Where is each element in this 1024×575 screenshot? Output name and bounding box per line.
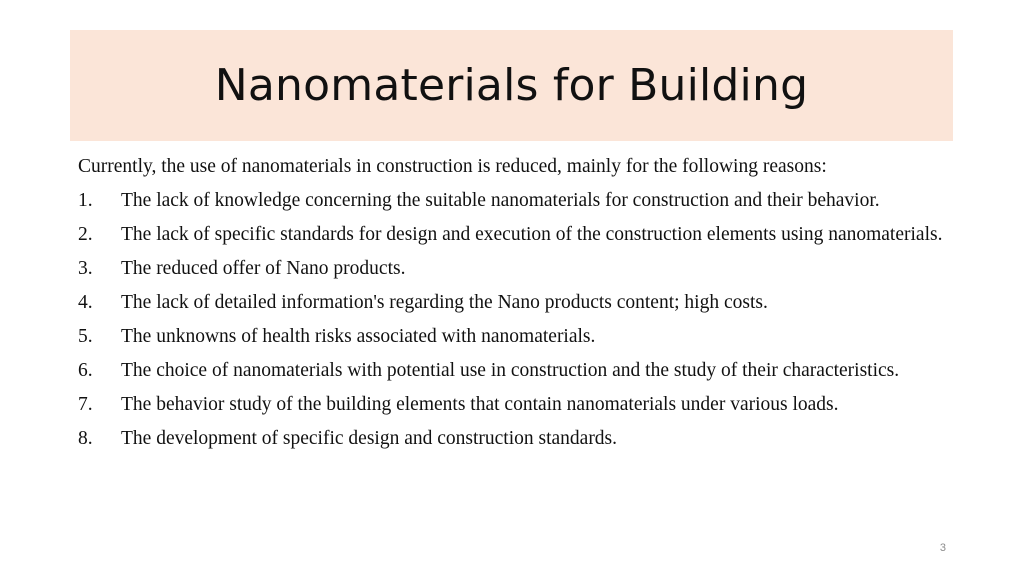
- list-item-text: The lack of specific standards for design and execution of the construction elements using nanomaterials.: [121, 224, 943, 245]
- page-number: 3: [939, 542, 946, 554]
- title-band: [70, 30, 953, 141]
- list-item-number: 6.: [78, 360, 93, 381]
- list-item-text: The reduced offer of Nano products.: [121, 258, 406, 279]
- list-item: [78, 291, 944, 314]
- list-item-number: 3.: [78, 258, 93, 279]
- list-item-text: The development of specific design and construction standards.: [121, 428, 618, 449]
- list-item: [78, 427, 944, 450]
- slide-body: [78, 155, 944, 461]
- list-item-number: 1.: [78, 190, 93, 211]
- slide-title: Nanomaterials for Building: [214, 60, 809, 111]
- list-item: [78, 223, 944, 246]
- list-item-number: 5.: [78, 326, 93, 347]
- list-item: [78, 189, 944, 212]
- list-item: [78, 257, 944, 280]
- intro-text: Currently, the use of nanomaterials in construction is reduced, mainly for the following reasons:: [78, 156, 827, 177]
- list-item-text: The lack of knowledge concerning the suitable nanomaterials for construction and their behavior.: [121, 190, 880, 211]
- list-item-text: The unknowns of health risks associated with nanomaterials.: [121, 326, 596, 347]
- list-item-number: 4.: [78, 292, 93, 313]
- list-item: [78, 359, 944, 382]
- list-item-text: The behavior study of the building elements that contain nanomaterials under various loads.: [121, 394, 839, 415]
- list-item-text: The choice of nanomaterials with potential use in construction and the study of their characteristics.: [121, 360, 900, 381]
- reasons-list: [78, 189, 944, 450]
- list-item-number: 2.: [78, 224, 93, 245]
- list-item-text: The lack of detailed information's regarding the Nano products content; high costs.: [121, 292, 768, 313]
- list-item-number: 8.: [78, 428, 93, 449]
- list-item: [78, 393, 944, 416]
- list-item-number: 7.: [78, 394, 93, 415]
- list-item: [78, 325, 944, 348]
